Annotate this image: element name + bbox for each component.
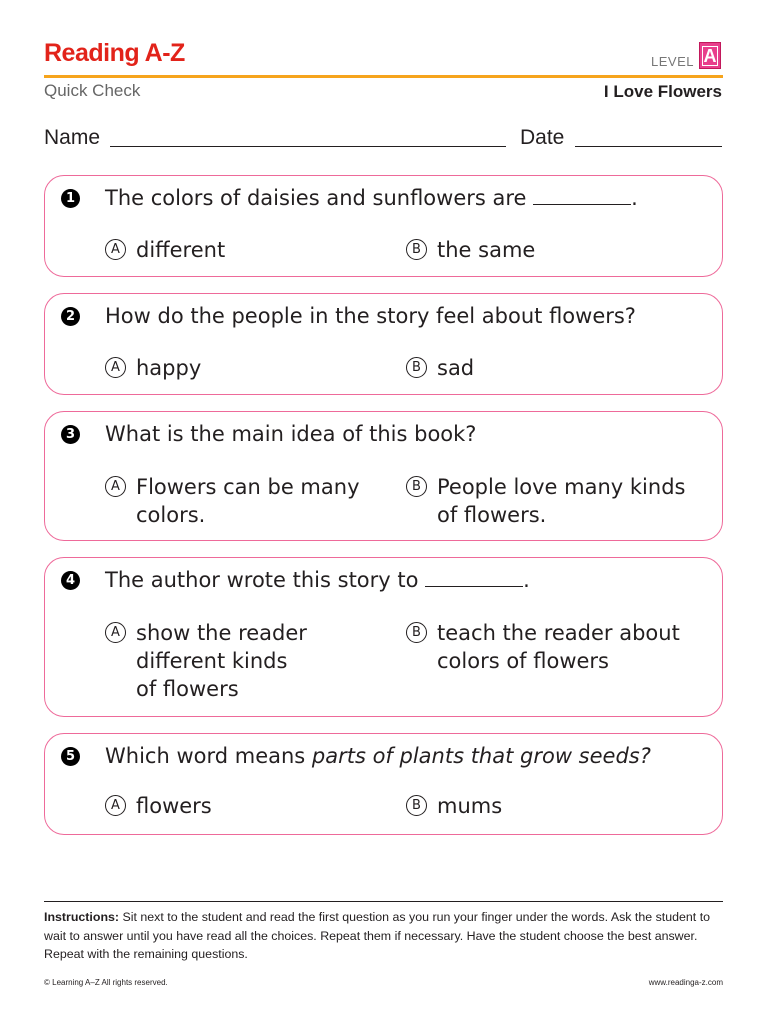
instructions-text: Sit next to the student and read the first question as you run your finger under the words. Ask the student to wait to answer until you have read all the choices. Repeat them if necessary. Have the student choose the best answer. Repeat with the remaining questions. — [44, 910, 711, 961]
choice-b-bubble[interactable]: B — [406, 239, 427, 260]
name-field[interactable] — [110, 146, 506, 147]
question-number: 4 — [61, 571, 80, 590]
choice-a[interactable] — [105, 619, 307, 703]
question-text: The colors of daisies and sunflowers are . — [105, 186, 638, 210]
date-field[interactable] — [575, 146, 722, 147]
question-text: What is the main idea of this book? — [105, 422, 477, 446]
choice-a[interactable] — [105, 792, 212, 820]
choice-text-line: Flowers can be many — [136, 475, 360, 499]
choice-b[interactable] — [406, 619, 680, 675]
choice-a-bubble[interactable]: A — [105, 476, 126, 497]
answer-blank — [425, 566, 523, 587]
choice-text-line: of flowers — [136, 677, 239, 701]
name-label: Name — [44, 126, 101, 149]
choice-b-bubble[interactable]: B — [406, 357, 427, 378]
choice-text-line: different kinds — [136, 649, 288, 673]
footer-rule — [44, 901, 723, 902]
choice-b-bubble[interactable]: B — [406, 622, 427, 643]
choice-b[interactable] — [406, 792, 502, 820]
question-card — [44, 733, 723, 835]
question-card — [44, 175, 723, 277]
header-rule — [44, 75, 723, 78]
question-card — [44, 293, 723, 395]
choice-text-line: People love many kinds — [437, 475, 686, 499]
choice-b[interactable] — [406, 473, 685, 529]
book-title: I Love Flowers — [603, 82, 722, 101]
choice-text: the same — [437, 238, 536, 262]
choice-text: different — [136, 238, 226, 262]
answer-blank — [533, 184, 631, 205]
instructions-label: Instructions: — [44, 910, 120, 924]
choice-b[interactable] — [406, 236, 535, 264]
question-text: The author wrote this story to . — [105, 568, 530, 592]
reading-az-logo: Reading A-Z — [44, 39, 185, 67]
choice-text-line: teach the reader about — [437, 621, 680, 645]
choice-a[interactable] — [105, 354, 201, 382]
question-card — [44, 557, 723, 717]
level-letter: A — [703, 45, 717, 66]
choice-a-bubble[interactable]: A — [105, 357, 126, 378]
choice-a[interactable] — [105, 473, 360, 529]
choice-a[interactable] — [105, 236, 225, 264]
choice-text-line: colors. — [136, 503, 206, 527]
copyright-notice: © Learning A–Z All rights reserved. — [44, 978, 168, 987]
choice-text: happy — [136, 356, 202, 380]
question-number: 2 — [61, 307, 80, 326]
level-label: LEVEL — [651, 54, 694, 69]
question-number: 5 — [61, 747, 80, 766]
date-label: Date — [520, 126, 565, 149]
choice-b-bubble[interactable]: B — [406, 476, 427, 497]
choice-a-bubble[interactable]: A — [105, 622, 126, 643]
instructions — [44, 908, 723, 964]
choice-b[interactable] — [406, 354, 474, 382]
question-italic-text: parts of plants that grow seeds? — [311, 744, 651, 768]
website-link[interactable]: www.readinga-z.com — [648, 978, 723, 987]
choice-b-bubble[interactable]: B — [406, 795, 427, 816]
choice-a-bubble[interactable]: A — [105, 239, 126, 260]
choice-text-line: show the reader — [136, 621, 307, 645]
page-subtitle: Quick Check — [44, 81, 141, 100]
choice-text: flowers — [136, 794, 212, 818]
question-number: 3 — [61, 425, 80, 444]
question-text: Which word means parts of plants that grow seeds? — [105, 744, 651, 768]
choice-a-bubble[interactable]: A — [105, 795, 126, 816]
choice-text-line: colors of flowers — [437, 649, 609, 673]
question-number: 1 — [61, 189, 80, 208]
choice-text: sad — [437, 356, 475, 380]
choice-text-line: of flowers. — [437, 503, 547, 527]
choice-text: mums — [437, 794, 503, 818]
level-badge — [699, 42, 721, 69]
question-card — [44, 411, 723, 541]
question-text: How do the people in the story feel about flowers? — [105, 304, 636, 328]
